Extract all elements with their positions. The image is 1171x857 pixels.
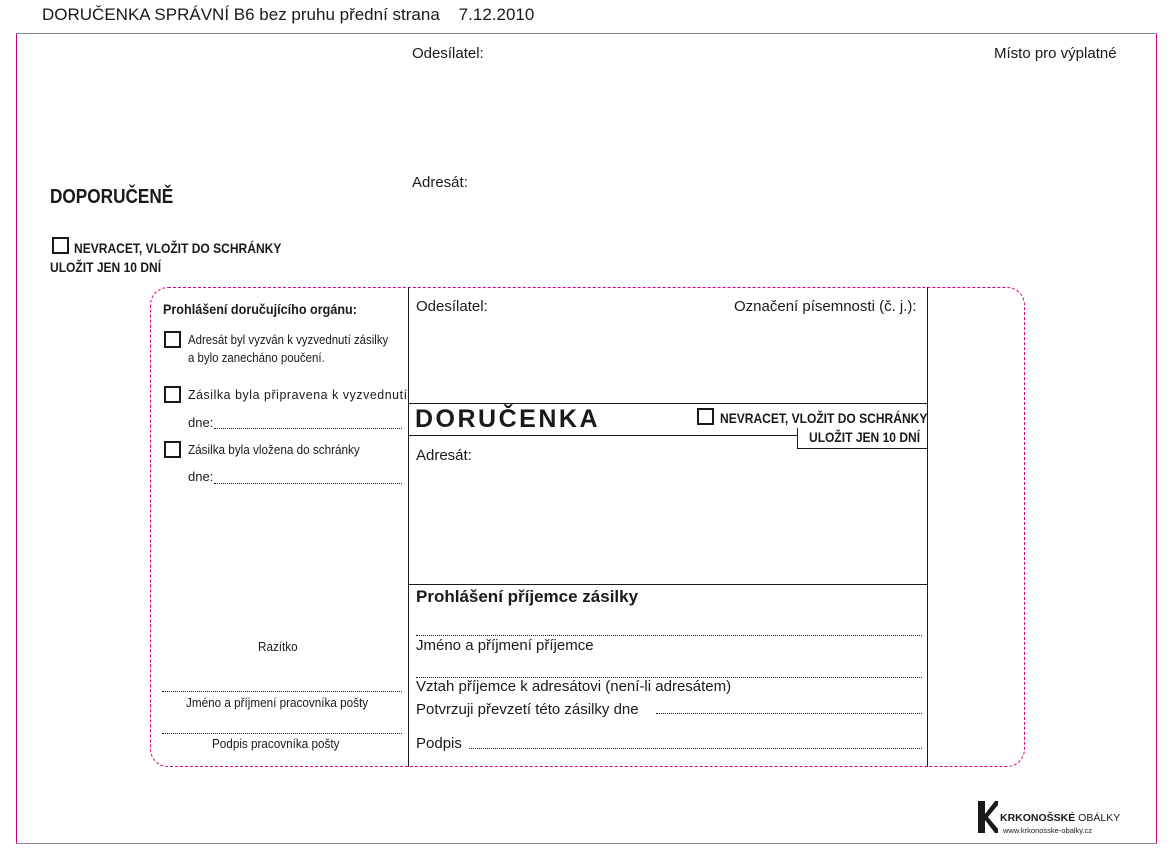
slip-sender-label: Odesílatel:	[416, 298, 488, 315]
slip-title: DORUČENKA	[415, 405, 600, 433]
called-to-collect-checkbox[interactable]	[164, 331, 181, 348]
signature-label: Podpis	[416, 735, 462, 752]
receipt-date-field[interactable]	[656, 713, 922, 714]
prepared-for-collection-label: Zásilka byla připravena k vyzvednutí	[188, 387, 408, 402]
slip-note-divider	[797, 428, 798, 449]
postage-area-label: Místo pro výplatné	[994, 45, 1117, 62]
relation-label: Vztah příjemce k adresátovi (není-li adresátem)	[416, 678, 732, 695]
registered-mark: DOPORUČENĚ	[50, 186, 174, 208]
authority-statement-title: Prohlášení doručujícího orgánu:	[163, 301, 357, 317]
receipt-date-label: Potvrzuji převzetí této zásilky dne	[416, 701, 639, 718]
placed-in-mailbox-label: Zásilka byla vložena do schránky	[188, 442, 360, 457]
slip-note-bottom-rule	[797, 448, 928, 449]
recipient-name-field[interactable]	[416, 635, 922, 636]
document-title: DORUČENKA SPRÁVNÍ B6 bez pruhu přední strana 7.12.2010	[42, 5, 535, 24]
logo-url: www.krkonosske-obalky.cz	[1003, 826, 1093, 835]
krkonosske-logo-icon	[978, 801, 998, 833]
slip-addressee-label: Adresát:	[416, 447, 472, 464]
logo-brand-light: OBÁLKY	[1075, 812, 1121, 824]
called-to-collect-line2: a bylo zanecháno poučení.	[188, 350, 325, 365]
slip-return-note-line1: NEVRACET, VLOŽIT DO SCHRÁNKY	[720, 410, 928, 426]
return-note-line1: NEVRACET, VLOŽIT DO SCHRÁNKY	[74, 240, 282, 256]
slip-title-top-rule	[408, 403, 928, 404]
logo-wordmark	[1000, 812, 1120, 824]
placed-in-mailbox-checkbox[interactable]	[164, 441, 181, 458]
slip-return-note-checkbox[interactable]	[697, 408, 714, 425]
mailbox-date-label: dne:	[188, 469, 214, 484]
worker-name-field[interactable]	[162, 691, 402, 692]
mailbox-date-field[interactable]	[214, 483, 402, 484]
logo-brand-bold: KRKONOŠSKÉ	[1000, 812, 1076, 824]
prepared-for-collection-checkbox[interactable]	[164, 386, 181, 403]
reference-number-label: Označení písemnosti (č. j.):	[734, 298, 917, 315]
frame-top-edge	[16, 33, 1157, 34]
frame-bottom-edge	[16, 843, 1157, 844]
return-note-line2: ULOŽIT JEN 10 DNÍ	[50, 259, 162, 275]
worker-signature-label: Podpis pracovníka pošty	[212, 736, 340, 751]
recipient-section-rule	[408, 584, 928, 585]
prepared-date-label: dne:	[188, 415, 214, 430]
worker-signature-field[interactable]	[162, 733, 402, 734]
return-note-checkbox[interactable]	[52, 237, 69, 254]
signature-field[interactable]	[469, 748, 922, 749]
worker-name-label: Jméno a příjmení pracovníka pošty	[186, 695, 369, 710]
stamp-label: Razítko	[258, 639, 298, 654]
recipient-name-label: Jméno a příjmení příjemce	[416, 637, 594, 654]
slip-return-note-line2: ULOŽIT JEN 10 DNÍ	[809, 429, 921, 445]
prepared-date-field[interactable]	[214, 428, 402, 429]
slip-divider-left	[408, 287, 409, 767]
slip-divider-right	[927, 287, 928, 767]
slip-title-bottom-rule	[408, 435, 798, 436]
envelope-sender-label: Odesílatel:	[412, 45, 484, 62]
envelope-addressee-label: Adresát:	[412, 174, 468, 191]
recipient-statement-title: Prohlášení příjemce zásilky	[416, 587, 639, 606]
called-to-collect-line1: Adresát byl vyzván k vyzvednutí zásilky	[188, 332, 389, 347]
